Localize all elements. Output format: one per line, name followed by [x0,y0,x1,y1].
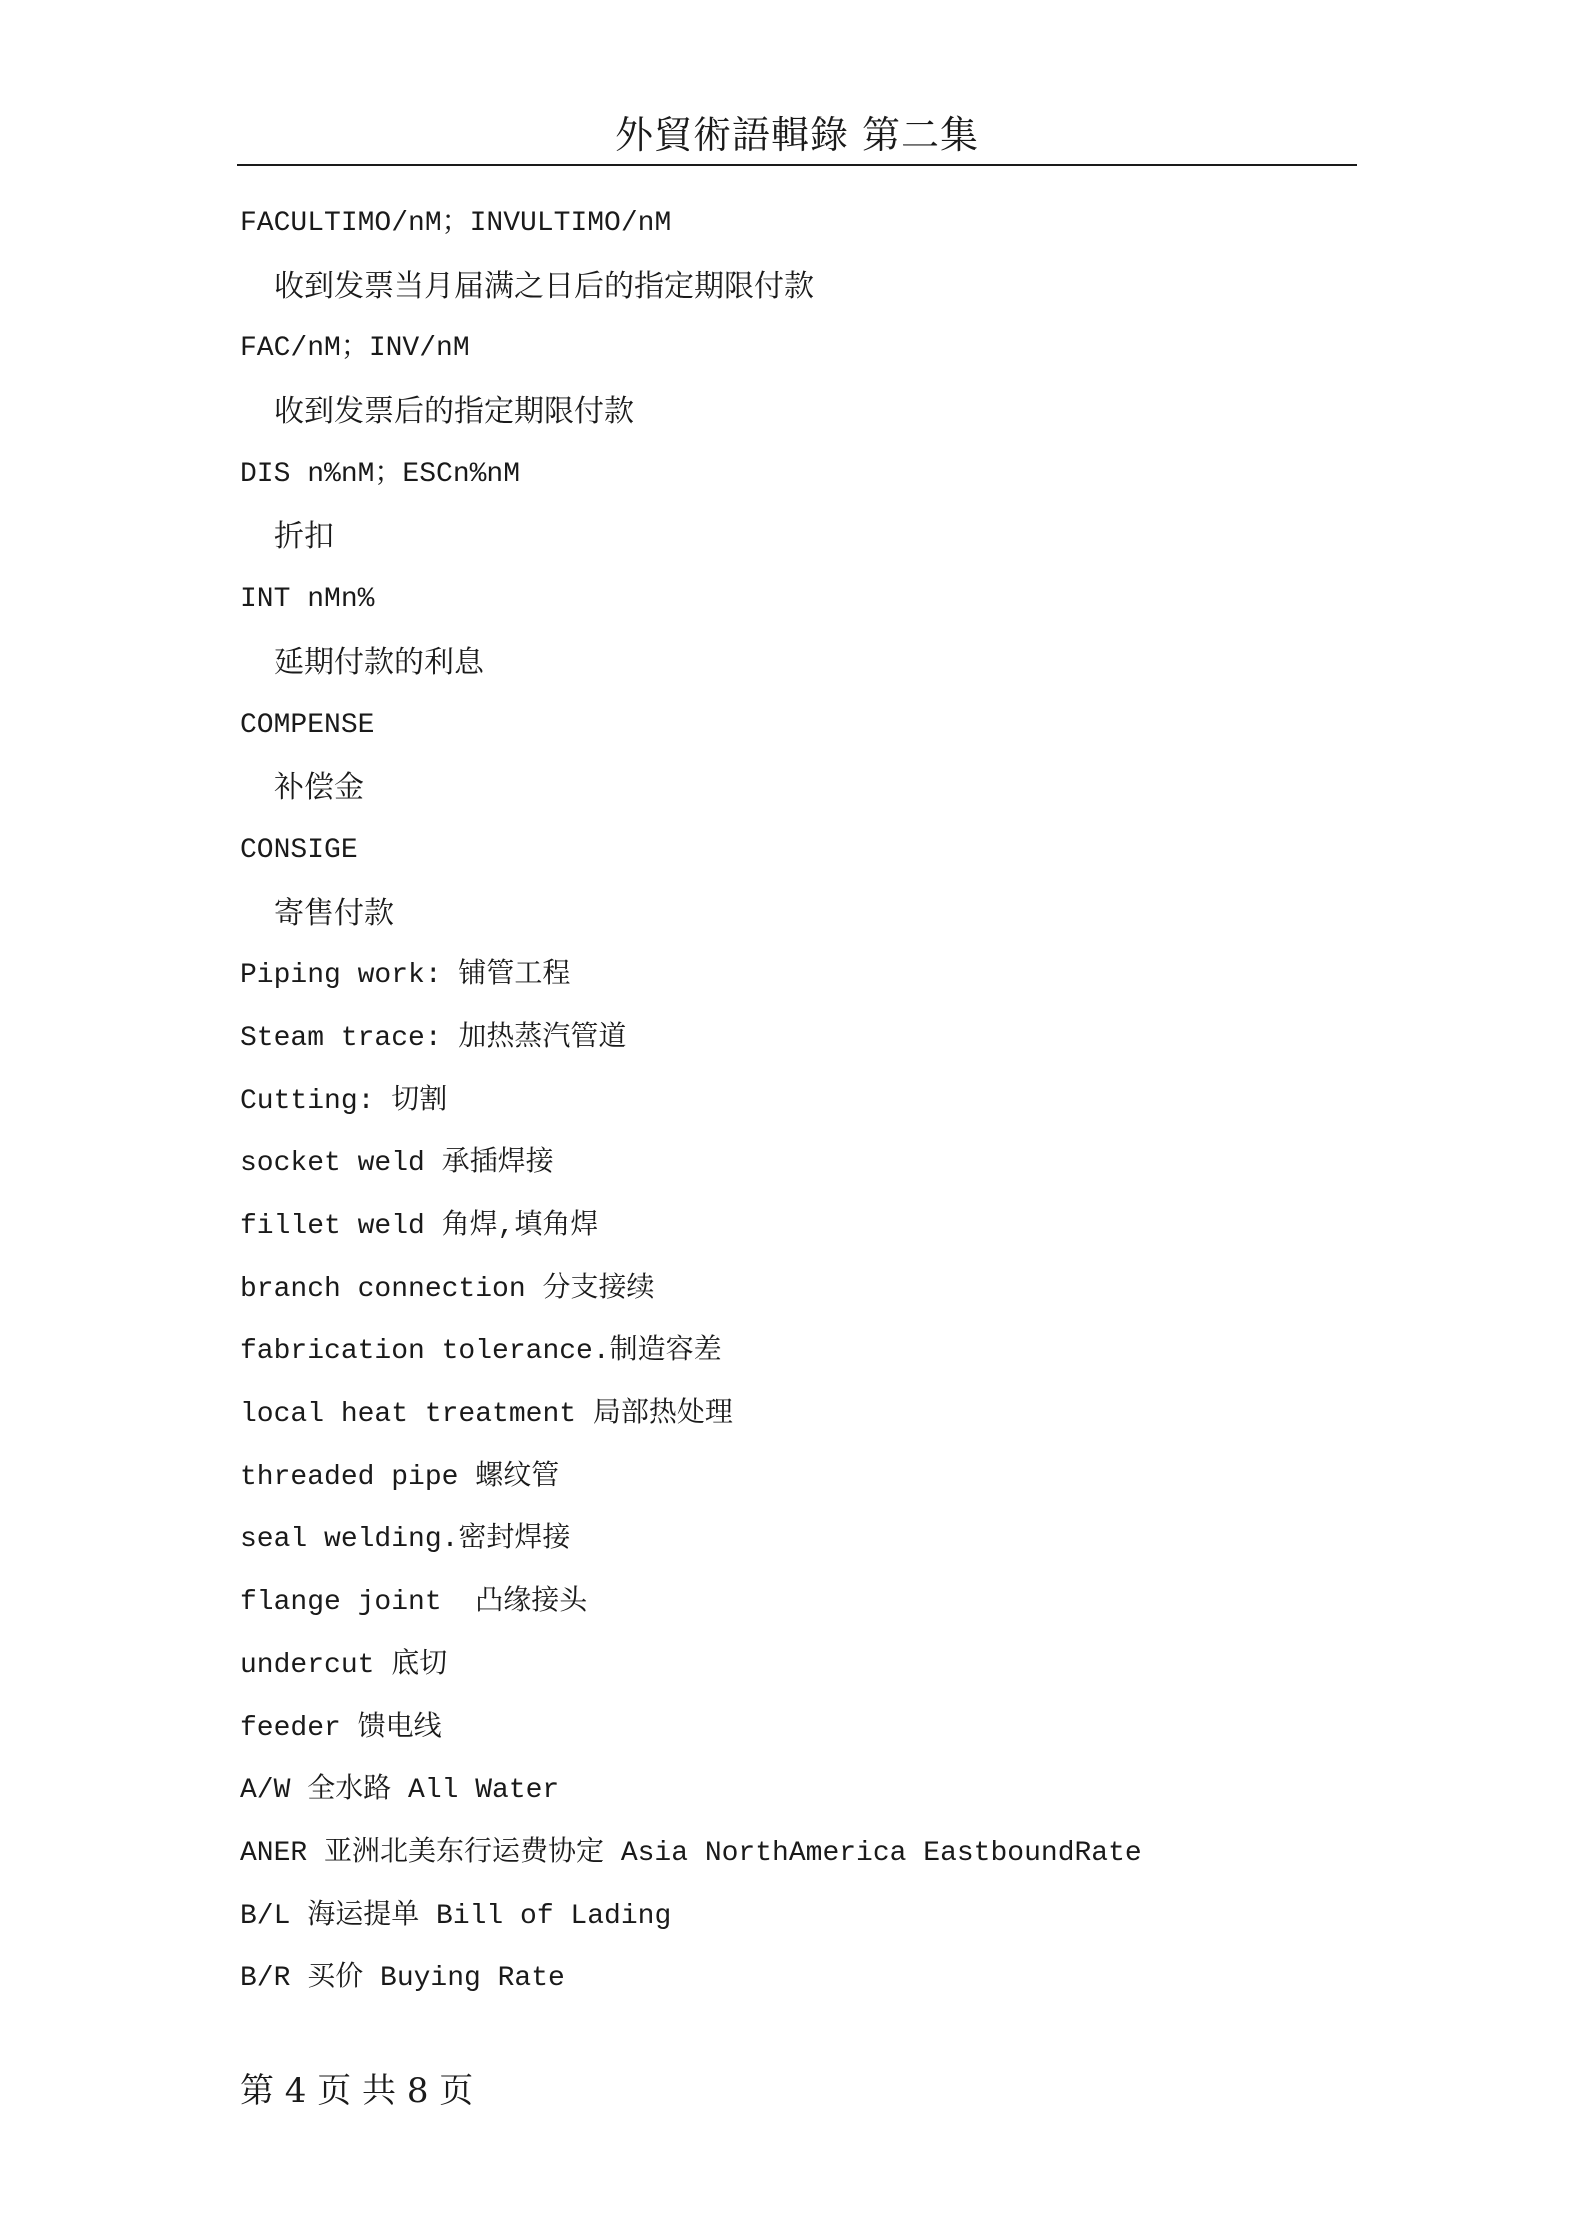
term-entry: seal welding.密封焊接 [240,1524,571,1556]
page-number: 第 4 页 共 8 页 [240,2071,474,2111]
term-entry: B/R 买价 Buying Rate [240,1963,565,1995]
term-entry: socket weld 承插焊接 [240,1148,554,1180]
term-definition: 寄售付款 [274,895,394,931]
term-entry: B/L 海运提单 Bill of Lading [240,1900,672,1932]
term-entry: fillet weld 角焊,填角焊 [240,1211,599,1242]
term-entry: A/W 全水路 All Water [240,1775,560,1807]
term-entry: ANER 亚洲北美东行运费协定 Asia NorthAmerica EastboundRate [240,1837,1142,1869]
term-entry: FAC/nM；INV/nM [240,333,470,365]
term-definition: 折扣 [274,519,334,555]
term-definition: 收到发票当月届满之日后的指定期限付款 [274,268,814,304]
term-definition: 补偿金 [274,770,364,806]
term-entry: Cutting: 切割 [240,1085,448,1117]
term-entry: branch connection 分支接续 [240,1273,655,1305]
term-definition: 收到发票后的指定期限付款 [274,394,634,430]
term-entry: fabrication tolerance.制造容差 [240,1336,722,1368]
term-entry: Piping work: 铺管工程 [240,960,571,992]
term-entry: CONSIGE [240,834,358,866]
term-entry: feeder 馈电线 [240,1712,442,1744]
term-entry: FACULTIMO/nM；INVULTIMO/nM [240,208,672,239]
term-list [240,202,1360,2020]
page-title: 外貿術語輯錄 第二集 [614,113,980,157]
term-entry: local heat treatment 局部热处理 [240,1399,733,1431]
term-entry: Steam trace: 加热蒸汽管道 [240,1022,627,1054]
term-entry: DIS n%nM；ESCn%nM [240,458,521,490]
term-entry: COMPENSE [240,709,375,741]
term-entry: undercut 底切 [240,1649,448,1681]
term-entry: threaded pipe 螺纹管 [240,1461,560,1493]
term-entry: INT nMn% [240,584,375,616]
term-definition: 延期付款的利息 [274,644,484,680]
header-divider [237,164,1357,166]
term-entry: flange joint 凸缘接头 [240,1587,588,1619]
